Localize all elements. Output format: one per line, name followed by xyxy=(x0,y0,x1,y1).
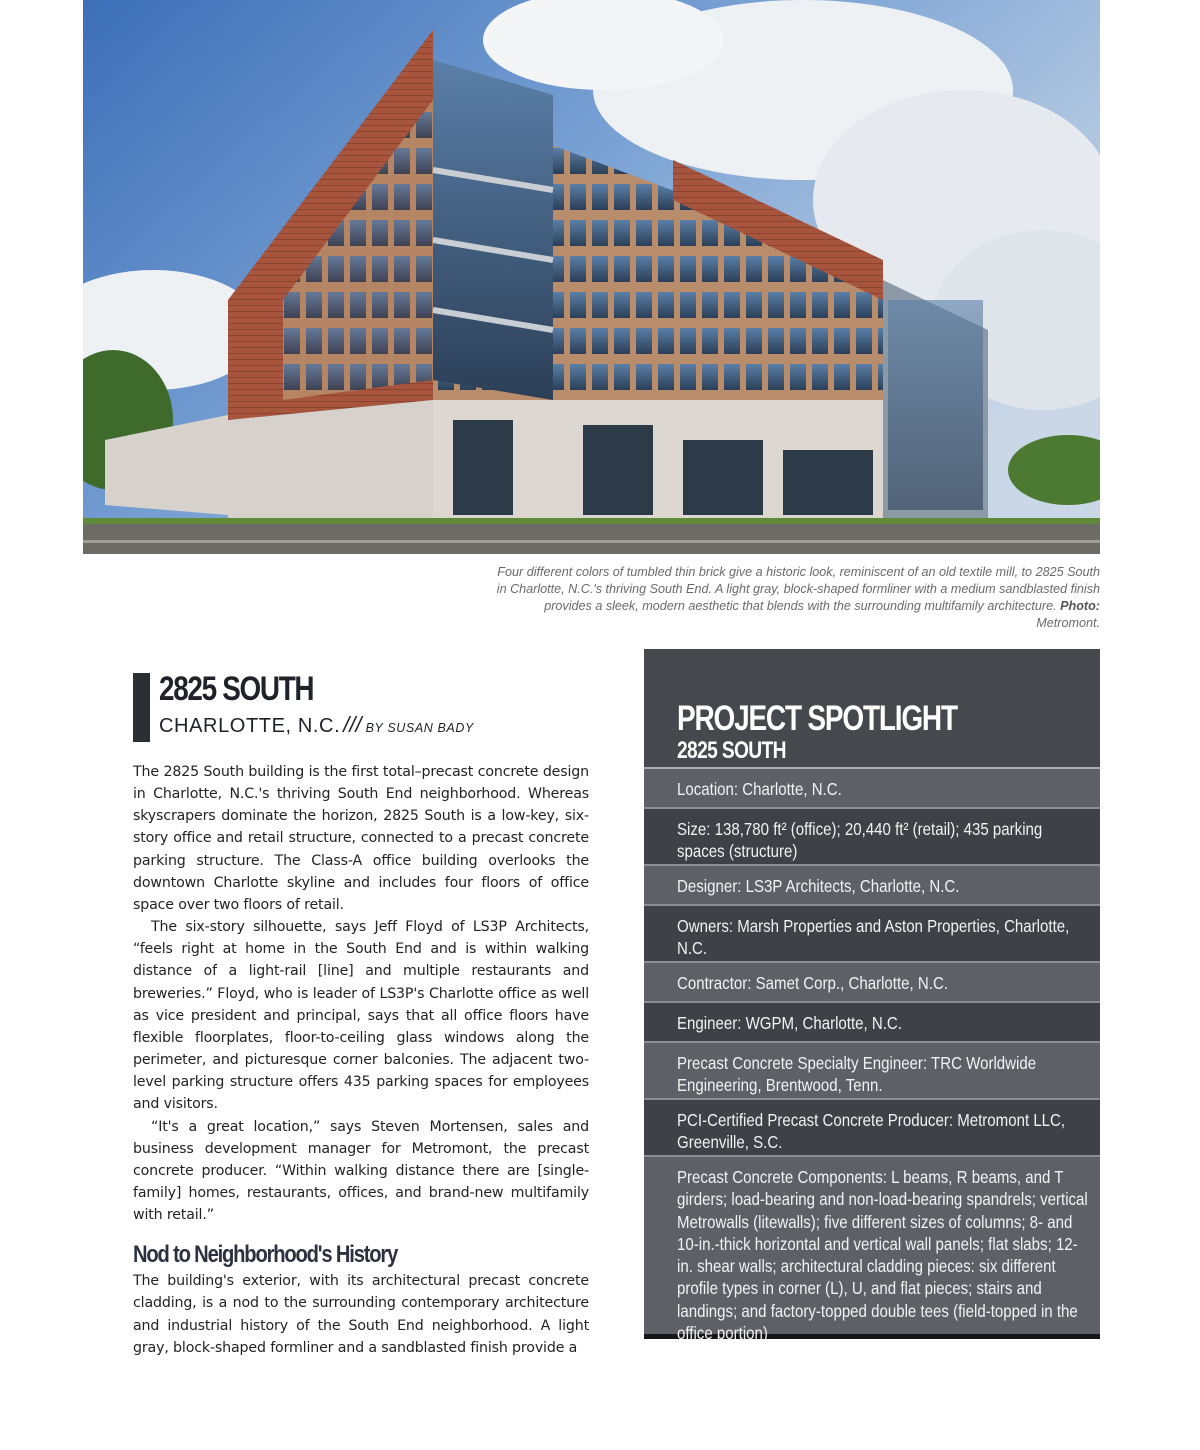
spotlight-row-text: Size: 138,780 ft² (office); 20,440 ft² (retail); 435 parking spaces (structure) xyxy=(677,819,1043,862)
title-separator: /// xyxy=(343,712,362,737)
article-paragraph: The 2825 South building is the first total–precast concrete design in Charlotte, N.C.'s thriving South End neighborhood. Whereas skyscrapers dominate the horizon, 2825 South is a low-key, six-story office and retail structure, connected to a precast concrete parking structure. The Class-A office building overlooks the downtown Charlotte skyline and includes four floors of office space over two floors of retail. xyxy=(133,764,589,913)
photo-caption xyxy=(490,564,1100,632)
article-body xyxy=(133,761,589,1359)
article-title: 2825 SOUTH xyxy=(159,670,314,708)
spotlight-row-text: Engineer: WGPM, Charlotte, N.C. xyxy=(677,1013,902,1033)
building-photo-illustration xyxy=(83,0,1100,554)
spotlight-row-text: Precast Concrete Components: L beams, R beams, and T girders; load-bearing and non-load-bearing spandrels; vertical Metrowalls (litewalls); five different sizes of columns; 8- and 10-in.-thick horizontal and vertical wall panels; flat slabs; 12-in. shear walls; architectural cladding pieces: six different profile types in corner (L), U, and flat pieces; stairs and landings; and factory-topped double tees (field-topped in the office portion) xyxy=(677,1167,1088,1344)
caption-text: Four different colors of tumbled thin brick give a historic look, reminiscent of an old textile mill, to 2825 South in Charlotte, N.C.'s thriving South End. A light gray, block-shaped formliner with a medium sandblasted finish provides a sleek, modern aesthetic that blends with the surrounding multifamily architecture. xyxy=(496,565,1100,613)
article-paragraph: The six-story silhouette, says Jeff Floyd of LS3P Architects, “feels right at home in the South End and is within walking distance of a light-rail [line] and multiple restaurants and breweries.” Floyd, who is leader of LS3P's Charlotte office as well as vice president and principal, says that all office floors have flexible floorplates, floor-to-ceiling glass windows along the perimeter, and picturesque corner balconies. The adjacent two-level parking structure offers 435 parking spaces for employees and visitors. xyxy=(133,919,589,1113)
spotlight-row-text: Precast Concrete Specialty Engineer: TRC Worldwide Engineering, Brentwood, Tenn. xyxy=(677,1053,1037,1096)
spotlight-row-components xyxy=(644,1157,1100,1344)
section-heading: Nod to Neighborhood's History xyxy=(133,1241,398,1269)
article-subtitle xyxy=(159,712,474,738)
spotlight-row-contractor xyxy=(644,963,1100,1003)
spotlight-row-engineer xyxy=(644,1003,1100,1043)
spotlight-row-text: Owners: Marsh Properties and Aston Properties, Charlotte, N.C. xyxy=(677,916,1070,959)
spotlight-row-location xyxy=(644,769,1100,809)
title-accent-bar xyxy=(133,673,150,742)
sidebar-subtitle: 2825 SOUTH xyxy=(677,737,786,764)
spotlight-row-text: Contractor: Samet Corp., Charlotte, N.C. xyxy=(677,973,949,993)
spotlight-row-size xyxy=(644,809,1100,866)
spotlight-row-producer xyxy=(644,1100,1100,1157)
section-paragraph: The building's exterior, with its architectural precast concrete cladding, is a nod to the surrounding contemporary architecture and industrial history of the South End neighborhood. A light gray, block-shaped formliner and a sandblasted finish provide a xyxy=(133,1273,589,1356)
spotlight-row-specialty-engineer xyxy=(644,1043,1100,1100)
article-paragraph: “It's a great location,” says Steven Mortensen, sales and business development manager for Metromont, the precast concrete producer. “Within walking distance there are [single-family] homes, restaurants, offices, and brand-new multifamily with retail.” xyxy=(133,1118,589,1224)
spotlight-row-text: Designer: LS3P Architects, Charlotte, N.C. xyxy=(677,876,960,896)
spotlight-row-text: Location: Charlotte, N.C. xyxy=(677,779,842,799)
article-location: CHARLOTTE, N.C. xyxy=(159,715,341,737)
spotlight-row-designer xyxy=(644,866,1100,906)
sidebar-title: PROJECT SPOTLIGHT xyxy=(677,699,957,738)
article-byline: BY SUSAN BADY xyxy=(365,721,474,735)
building-photo xyxy=(83,0,1100,554)
caption-credit: Metromont. xyxy=(1036,616,1100,630)
sidebar-header xyxy=(644,649,1100,769)
spotlight-row-owners xyxy=(644,906,1100,963)
caption-credit-label: Photo: xyxy=(1060,599,1100,613)
spotlight-row-text: PCI-Certified Precast Concrete Producer: Metromont LLC, Greenville, S.C. xyxy=(677,1110,1066,1153)
project-spotlight-sidebar xyxy=(644,649,1100,1344)
